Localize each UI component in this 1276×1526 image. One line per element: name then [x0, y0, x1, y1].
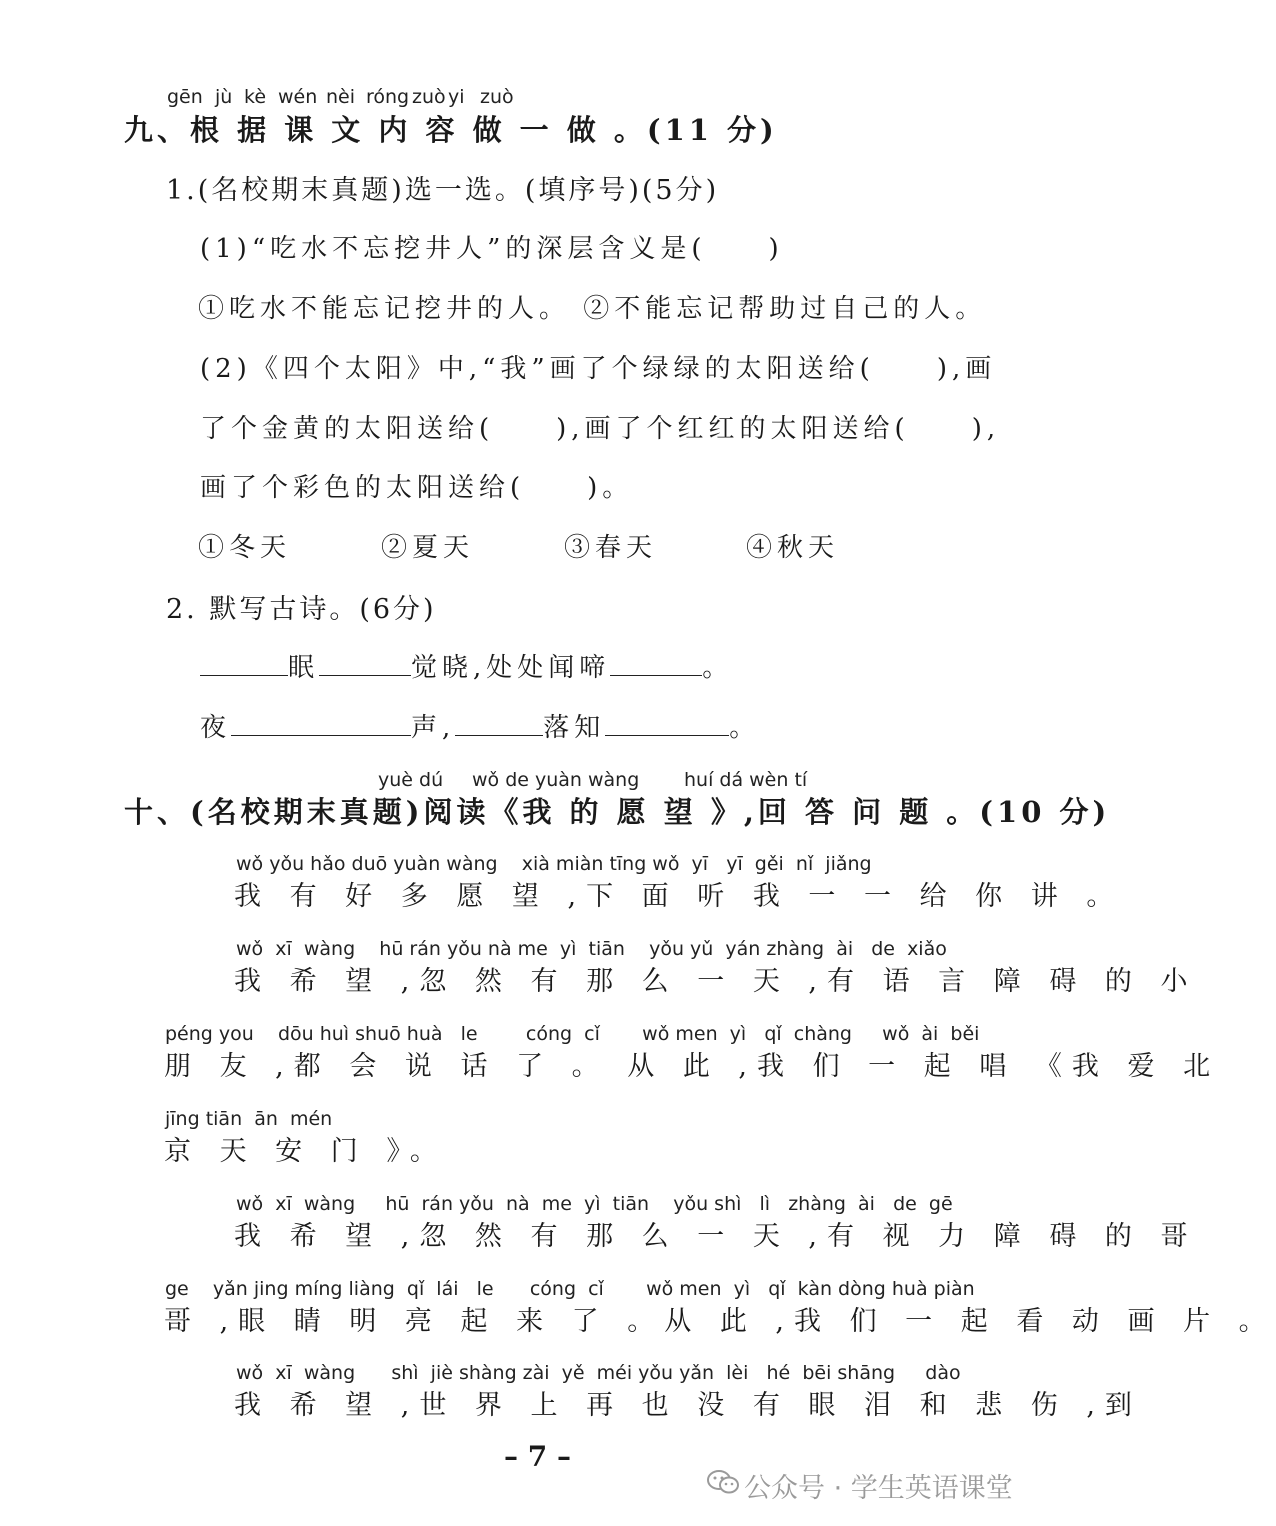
passage-line: 我 有 好 多 愿 望 ,下 面 听 我 一 一 给 你 讲 。: [234, 881, 1124, 912]
answer-blank[interactable]: [319, 653, 411, 676]
answer-blank[interactable]: [610, 653, 702, 676]
q1-1-question: (1)“吃水不忘挖井人”的深层含义是( ): [200, 234, 784, 264]
poem-line-2: 夜 声, 落知 。: [200, 713, 761, 743]
section10-title: 十、(名校期末真题)阅读《我 的 愿 望 》,回 答 问 题 。(10 分): [124, 795, 1111, 829]
wechat-icon: [706, 1469, 740, 1495]
q1-1-options: ①吃水不能忘记挖井的人。 ②不能忘记帮助过自己的人。: [198, 294, 987, 324]
passage-pinyin: wǒ xī wàng hū rán yǒu nà me yì tiān yǒu yǔ yán zhàng ài de xiǎo: [236, 938, 947, 960]
answer-blank[interactable]: [231, 713, 411, 736]
passage-line: 我 希 望 ,忽 然 有 那 么 一 天 ,有 语 言 障 碍 的 小: [234, 966, 1198, 997]
section10-pinyin: yuè dú wǒ de yuàn wàng huí dá wèn tí: [378, 769, 808, 791]
answer-blank[interactable]: [200, 653, 288, 676]
section9-title: 九、根 据 课 文 内 容 做 一 做 。(11 分): [124, 113, 778, 147]
passage-line: 朋 友 ,都 会 说 话 了 。 从 此 ,我 们 一 起 唱 《我 爱 北: [164, 1051, 1221, 1082]
q1-2-line1: (2)《四个太阳》中,“我”画了个绿绿的太阳送给( ),画: [200, 354, 997, 384]
q1-2-option-2: ②夏天: [381, 533, 475, 563]
page-number: – 7 –: [504, 1440, 571, 1473]
passage-pinyin: jīng tiān ān mén: [165, 1108, 333, 1130]
passage-line: 我 希 望 ,忽 然 有 那 么 一 天 ,有 视 力 障 碍 的 哥: [234, 1221, 1198, 1252]
passage-pinyin: wǒ xī wàng shì jiè shàng zài yě méi yǒu yǎn lèi hé bēi shāng dào: [236, 1362, 961, 1384]
passage-line: 我 希 望 ,世 界 上 再 也 没 有 眼 泪 和 悲 伤 ,到: [234, 1390, 1142, 1421]
q1-2-option-3: ③春天: [564, 533, 658, 563]
answer-blank[interactable]: [605, 713, 729, 736]
answer-blank[interactable]: [455, 713, 543, 736]
passage-line: 京 天 安 门 》。: [164, 1136, 447, 1167]
watermark: 公众号 · 学生英语课堂: [744, 1473, 1013, 1504]
section9-pinyin: gēn jù kè wén nèi róng zuò yi zuò: [167, 86, 514, 108]
poem-line-1: 眠 觉晓,处处闻啼 。: [200, 647, 733, 684]
q1-2-option-4: ④秋天: [746, 533, 840, 563]
q1-2-line2: 了个金黄的太阳送给( ),画了个红红的太阳送给( ),: [200, 414, 1001, 444]
passage-pinyin: wǒ xī wàng hū rán yǒu nà me yì tiān yǒu shì lì zhàng ài de gē: [236, 1193, 953, 1215]
passage-pinyin: wǒ yǒu hǎo duō yuàn wàng xià miàn tīng wǒ yī yī gěi nǐ jiǎng: [236, 853, 872, 875]
q1-title: 1.(名校期末真题)选一选。(填序号)(5分): [166, 175, 720, 206]
passage-pinyin: ge yǎn jing míng liàng qǐ lái le cóng cǐ wǒ men yì qǐ kàn dòng huà piàn: [165, 1278, 975, 1300]
q1-2-line3: 画了个彩色的太阳送给( )。: [200, 473, 634, 503]
q1-2-option-1: ①冬天: [198, 533, 292, 563]
passage-pinyin: péng you dōu huì shuō huà le cóng cǐ wǒ men yì qǐ chàng wǒ ài běi: [165, 1023, 980, 1045]
passage-line: 哥 ,眼 睛 明 亮 起 来 了 。从 此 ,我 们 一 起 看 动 画 片 。: [164, 1306, 1276, 1337]
q2-title: 2. 默写古诗。(6分): [166, 594, 437, 625]
